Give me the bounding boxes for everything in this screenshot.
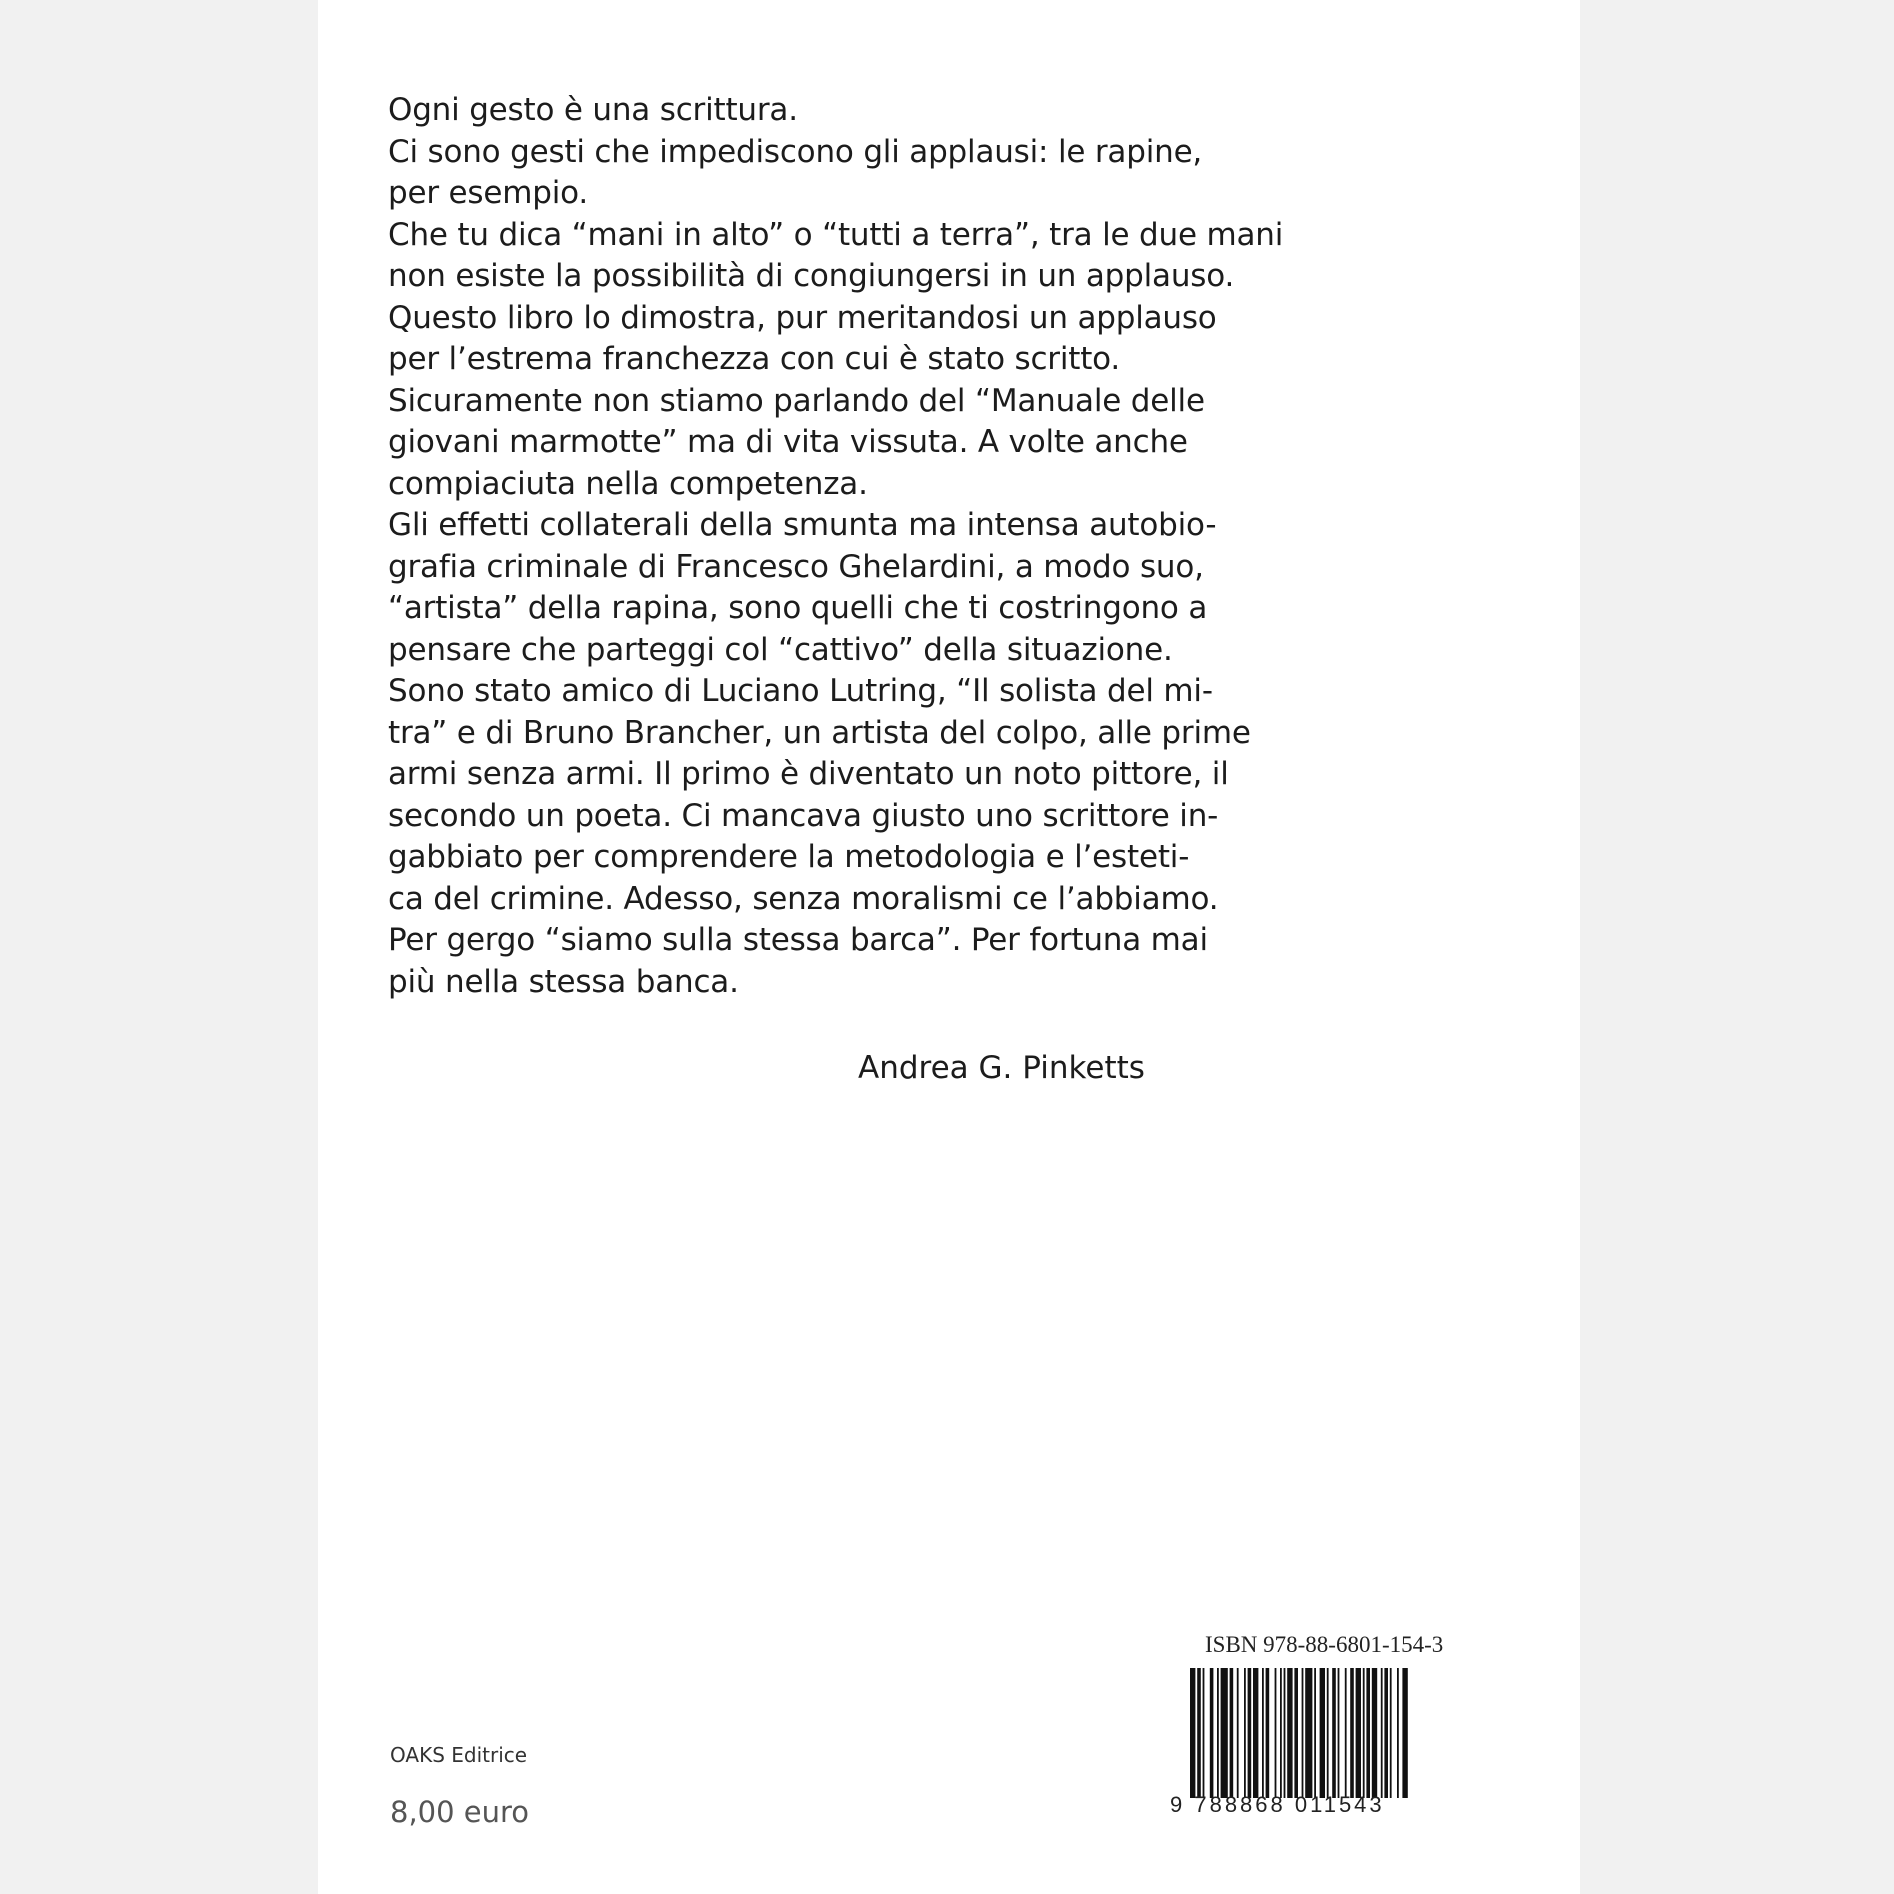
barcode-bar: [1275, 1668, 1277, 1798]
barcode-bar: [1390, 1668, 1392, 1798]
barcode-bar: [1262, 1668, 1264, 1798]
barcode-bar: [1372, 1668, 1377, 1798]
isbn-label: ISBN 978-88-6801-154-3: [1205, 1632, 1444, 1657]
blurb-line: gabbiato per comprendere la metodologia e l’esteti-: [388, 839, 1190, 875]
back-cover: [318, 0, 1580, 1894]
blurb-line: Questo libro lo dimostra, pur meritandosi un applauso: [388, 299, 1217, 336]
barcode-bar: [1221, 1668, 1228, 1798]
blurb-line: per esempio.: [388, 175, 589, 211]
blurb-line: Gli effetti collaterali della smunta ma intensa autobio-: [388, 507, 1217, 543]
blurb-text: [388, 90, 1293, 1003]
blurb-line: grafia criminale di Francesco Ghelardini, a modo suo,: [388, 548, 1204, 585]
barcode-bar: [1384, 1668, 1388, 1798]
blurb-line: Sono stato amico di Luciano Lutring, “Il solista del mi-: [388, 673, 1213, 709]
barcode-bar: [1327, 1668, 1329, 1798]
author-signature: Andrea G. Pinketts: [858, 1050, 1145, 1086]
barcode-bar: [1314, 1668, 1316, 1798]
barcode-bar: [1294, 1668, 1298, 1798]
barcode-bar: [1363, 1668, 1365, 1798]
blurb-line: armi senza armi. Il primo è diventato un noto pittore, il: [388, 756, 1229, 792]
blurb-line: Che tu dica “mani in alto” o “tutti a terra”, tra le due mani: [388, 216, 1284, 253]
barcode-bar: [1332, 1668, 1336, 1798]
barcode-bar: [1244, 1668, 1246, 1798]
barcode-bar: [1230, 1668, 1234, 1798]
barcode-bar: [1345, 1668, 1347, 1798]
barcode-digits: 9 788868 011543: [1170, 1792, 1385, 1817]
price-label: 8,00 euro: [390, 1795, 530, 1829]
barcode-bar: [1197, 1668, 1201, 1798]
blurb-line: Ogni gesto è una scrittura.: [388, 92, 798, 128]
barcode-bar: [1397, 1668, 1399, 1798]
blurb-line: pensare che parteggi col “cattivo” della situazione.: [388, 631, 1173, 668]
barcode-bar: [1381, 1668, 1383, 1798]
blurb-line: per l’estrema franchezza con cui è stato scritto.: [388, 341, 1121, 377]
blurb-line: giovani marmotte” ma di vita vissuta. A volte anche: [388, 424, 1188, 460]
barcode-bar: [1366, 1668, 1370, 1798]
barcode-bar: [1203, 1668, 1205, 1798]
barcode-bar: [1284, 1668, 1286, 1798]
blurb-line: compiaciuta nella competenza.: [388, 465, 868, 502]
barcode: [1188, 1668, 1498, 1798]
publisher-name: OAKS Editrice: [390, 1743, 528, 1767]
blurb-line: più nella stessa banca.: [388, 963, 739, 1000]
barcode-bar: [1190, 1668, 1195, 1798]
blurb-line: non esiste la possibilità di congiungersi in un applauso.: [388, 258, 1235, 294]
blurb-line: Sicuramente non stiamo parlando del “Manuale delle: [388, 382, 1205, 419]
barcode-graphic: [1188, 1668, 1498, 1798]
blurb-line: Per gergo “siamo sulla stessa barca”. Per fortuna mai: [388, 922, 1208, 958]
barcode-bar: [1320, 1668, 1325, 1798]
barcode-bar: [1253, 1668, 1258, 1798]
blurb-line: secondo un poeta. Ci mancava giusto uno scrittore in-: [388, 797, 1219, 834]
blurb-line: Ci sono gesti che impediscono gli applausi: le rapine,: [388, 133, 1203, 170]
blurb-line: “artista” della rapina, sono quelli che ti costringono a: [388, 590, 1208, 626]
barcode-bar: [1302, 1668, 1304, 1798]
blurb-line: ca del crimine. Adesso, senza moralismi ce l’abbiamo.: [388, 880, 1219, 917]
barcode-bar: [1305, 1668, 1312, 1798]
barcode-bar: [1402, 1668, 1407, 1798]
barcode-bar: [1266, 1668, 1270, 1798]
barcode-bar: [1287, 1668, 1292, 1798]
barcode-bar: [1210, 1668, 1214, 1798]
barcode-bar: [1338, 1668, 1340, 1798]
barcode-bar: [1280, 1668, 1282, 1798]
barcode-bar: [1356, 1668, 1361, 1798]
blurb-line: tra” e di Bruno Brancher, un artista del colpo, alle prime: [388, 714, 1251, 751]
barcode-bar: [1350, 1668, 1354, 1798]
barcode-bar: [1217, 1668, 1219, 1798]
barcode-bar: [1248, 1668, 1252, 1798]
barcode-bar: [1237, 1668, 1239, 1798]
